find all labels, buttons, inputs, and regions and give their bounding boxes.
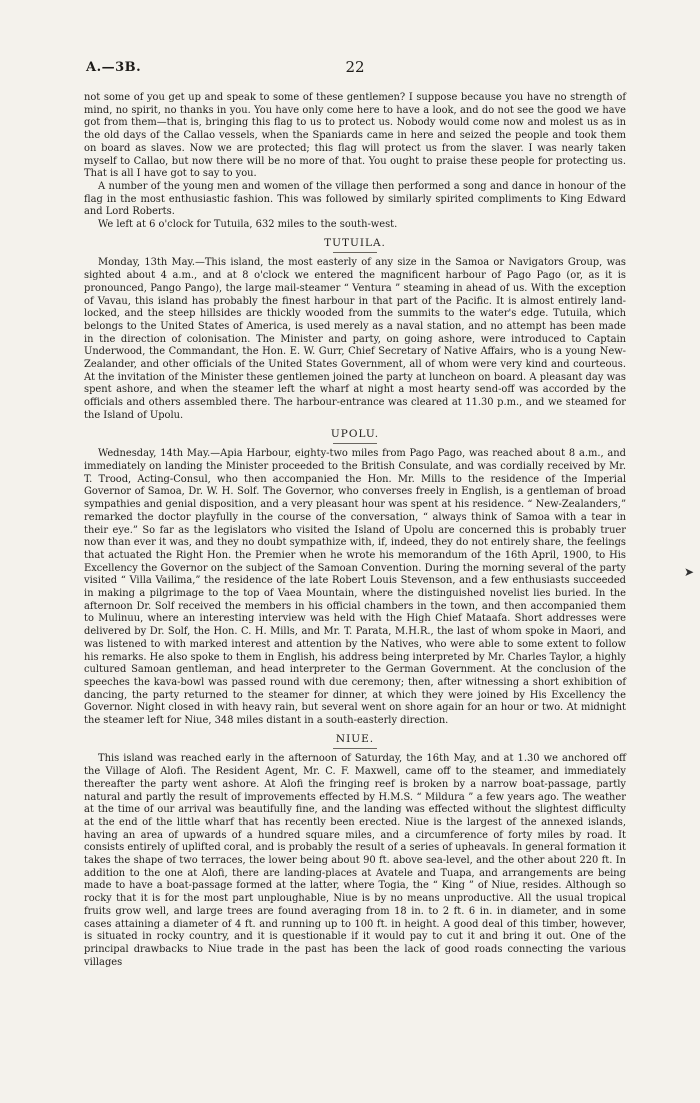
heading-rule [333, 748, 377, 749]
section-heading: NIUE. [335, 732, 375, 745]
page-number: 22 [345, 58, 365, 76]
page-header [84, 58, 626, 82]
paragraph: This island was reached early in the afternoon of Saturday, the 16th May, and at 1.30 we anchored off the Village of Alofi. The Resident Agent, Mr. C. F. Maxwell, came off to the steamer, and immediately thereafter the party went ashore. At Alofi the fringing reef is broken by a narrow boat-passage, partly natural and partly the result of improvements effected by H.M.S. “ Mildura ” a few years ago. The weather at the time of our arrival was beautifully fine, and the landing was effected without the slightest difficulty at the end of the little wharf that has recently been erected. Niue is the largest of the annexed islands, having an area of upwards of a hundred square miles, and a circumference of forty miles by road. It consists entirely of uplifted coral, and is probably the result of a series of upheavals. In general formation it takes the shape of two terraces, the lower being about 90 ft. above sea-level, and the other about 220 ft. In addition to the one at Alofi, there are landing-places at Avatele and Tuapa, and arrangements are being made to have a boat-passage formed at the latter, where Togia, the “ King ” of Niue, resides. Although so rocky that it is for the most part unploughable, Niue is by no means unproductive. All the usual tropical fruits grow well, and large trees are found averaging from 18 in. to 2 ft. 6 in. in diameter, and in some cases attaining a diameter of 4 ft. and running up to 100 ft. in height. A good deal of this timber, however, is situated in rocky country, and it is questionable if it would pay to cut it and bring it out. One of the principal drawbacks to Niue trade in the past has been the lack of good roads connecting the various villages [84, 753, 626, 968]
document-page [84, 58, 626, 969]
paragraph: Monday, 13th May.—This island, the most easterly of any size in the Samoa or Navigators Group, was sighted about 4 a.m., and at 8 o'clock we entered the magnificent harbour of Pago Pago (or, as it is pronounced, Pango Pango), the large mail-steamer “ Ventura ” steaming in ahead of us. With the exception of Vavau, this island has probably the finest harbour in that part of the Pacific. It is almost entirely land-locked, and the steep hillsides are thickly wooded from the summits to the water's edge. Tutuila, which belongs to the United States of America, is used merely as a naval station, and no attempt has been made in the direction of colonisation. The Minister and party, on going ashore, were introduced to Captain Underwood, the Commandant, the Hon. E. W. Gurr, Chief Secretary of Native Affairs, who is a young New-Zealander, and other officials of the United States Government, all of whom were very kind and courteous. At the invitation of the Minister these gentlemen joined the party at luncheon on board. A pleasant day was spent ashore, and when the steamer left the wharf at night a most hearty send-off was accorded by the officials and others assembled there. The harbour-entrance was cleared at 11.30 p.m., and we steamed for the Island of Upolu. [84, 257, 626, 421]
section-heading: TUTUILA. [324, 236, 386, 249]
section-heading: UPOLU. [330, 427, 380, 440]
paragraph: not some of you get up and speak to some of these gentlemen? I suppose because you have no strength of mind, no spirit, no thanks in you. You have only come here to have a look, and do not see the good we have got from them—that is, bringing this flag to us to protect us. Nobody would come now and molest us as in the old days of the Callao vessels, when the Spaniards came in here and seized the people and took them on board as slaves. Now we are protected; this flag will protect us from the slaver. I was nearly taken myself to Callao, but now there will be no more of that. You ought to praise these people for protecting us. That is all I have got to say to you. [84, 92, 626, 180]
document-reference: A.—3B. [86, 60, 142, 75]
margin-arrow-icon: ➤ [684, 565, 695, 579]
heading-rule [333, 252, 377, 253]
paragraph: A number of the young men and women of the village then performed a song and dance in honour of the flag in the most enthusiastic fashion. This was followed by similarly spirited compliments to King Edward and Lord Roberts. [84, 180, 626, 218]
paragraph: Wednesday, 14th May.—Apia Harbour, eighty-two miles from Pago Pago, was reached about 8 a.m., and immediately on landing the Minister proceeded to the British Consulate, and was cordially received by Mr. T. Trood, Acting-Consul, who then accompanied the Hon. Mr. Mills to the residence of the Imperial Governor of Samoa, Dr. W. H. Solf. The Governor, who converses freely in English, is a gentleman of broad sympathies and genial disposition, and a very pleasant hour was spent at his residence. “ New-Zealanders,” remarked the doctor playfully in the course of the conversation, “ always think of Samoa with a tear in their eye.” So far as the legislators who visited the Island of Upolu are concerned this is probably truer now than ever it was, and they no doubt sympathize with, if, indeed, they do not entirely share, the feelings that actuated the Right Hon. the Premier when he wrote his memorandum of the 16th April, 1900, to His Excellency the Governor on the subject of the Samoan Convention. During the morning several of the party visited “ Villa Vailima,” the residence of the late Robert Louis Stevenson, and a few enthusiasts succeeded in making a pilgrimage to the top of Vaea Mountain, where the distinguished novelist lies buried. In the afternoon Dr. Solf received the members in his official chambers in the town, and then accompanied them to Mulinuu, where an interesting interview was held with the High Chief Mataafa. Short addresses were delivered by Dr. Solf, the Hon. C. H. Mills, and Mr. T. Parata, M.H.R., the last of whom spoke in Maori, and was listened to with marked interest and attention by the Natives, who were able to some extent to follow his remarks. He also spoke to them in English, his address being interpreted by Mr. Charles Taylor, a highly cultured Samoan gentleman, and head interpreter to the German Government. At the conclusion of the speeches the kava-bowl was passed round with due ceremony; then, after witnessing a short exhibition of dancing, the party returned to the steamer for dinner, at which they were joined by His Excellency the Governor. Night closed in with heavy rain, but several went on shore again for an hour or two. At midnight the steamer left for Niue, 348 miles distant in a south-easterly direction. [84, 448, 626, 727]
body-text [84, 92, 626, 969]
heading-rule [333, 443, 377, 444]
paragraph: We left at 6 o'clock for Tutuila, 632 miles to the south-west. [98, 219, 398, 231]
